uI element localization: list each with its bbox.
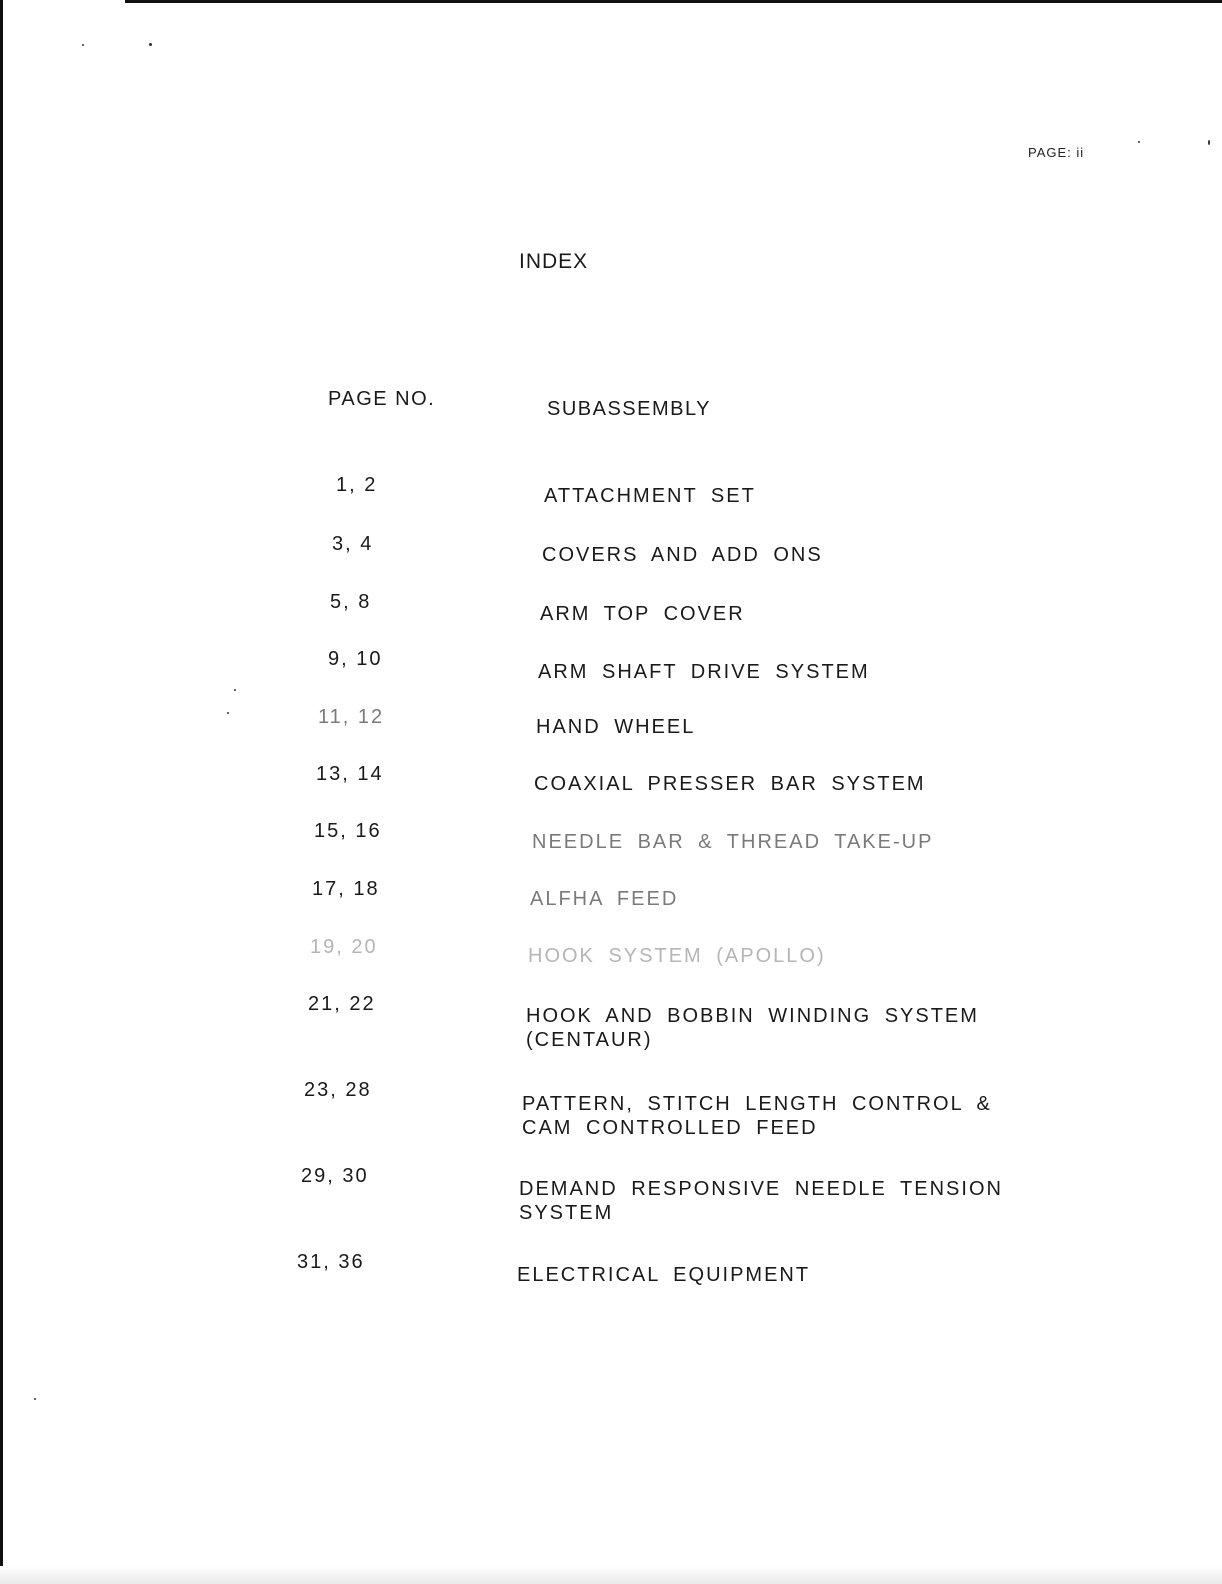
page-reference: PAGE: ii	[1028, 145, 1085, 160]
row-subassembly: ARM SHAFT DRIVE SYSTEM	[538, 661, 870, 683]
scan-speck	[227, 712, 229, 714]
row-page-numbers: 19, 20	[310, 936, 378, 958]
row-page-numbers: 31, 36	[297, 1251, 365, 1273]
scan-edge-left	[0, 0, 3, 1584]
row-page-numbers: 17, 18	[312, 878, 380, 900]
row-page-numbers: 3, 4	[332, 533, 374, 555]
scan-speck	[149, 43, 152, 46]
row-page-numbers: 11, 12	[318, 706, 385, 728]
column-header-subassembly: SUBASSEMBLY	[547, 398, 711, 420]
row-page-numbers: 13, 14	[316, 763, 384, 785]
row-subassembly: DEMAND RESPONSIVE NEEDLE TENSION SYSTEM	[519, 1178, 1003, 1224]
index-title: INDEX	[519, 250, 589, 273]
row-subassembly: HOOK SYSTEM (APOLLO)	[528, 945, 826, 967]
scan-speck	[1208, 140, 1210, 145]
row-page-numbers: 15, 16	[314, 820, 382, 842]
row-subassembly: ATTACHMENT SET	[544, 485, 756, 507]
scan-speck	[34, 1398, 36, 1400]
scan-speck	[234, 689, 236, 691]
row-subassembly: HAND WHEEL	[536, 716, 696, 738]
row-page-numbers: 29, 30	[301, 1165, 369, 1187]
row-page-numbers: 5, 8	[330, 591, 372, 613]
row-subassembly: COVERS AND ADD ONS	[542, 544, 823, 566]
scan-edge-top	[125, 0, 1222, 3]
row-page-numbers: 21, 22	[308, 993, 376, 1015]
row-subassembly: ALFHA FEED	[530, 888, 679, 910]
row-subassembly: PATTERN, STITCH LENGTH CONTROL & CAM CONTROLLED FEED	[522, 1093, 992, 1139]
row-page-numbers: 9, 10	[328, 648, 383, 670]
scan-speck	[82, 44, 84, 46]
row-page-numbers: 1, 2	[336, 474, 378, 496]
scan-speck	[1138, 141, 1140, 143]
column-header-page-no: PAGE NO.	[328, 388, 436, 410]
row-subassembly: ARM TOP COVER	[540, 603, 745, 625]
row-subassembly: COAXIAL PRESSER BAR SYSTEM	[534, 773, 926, 795]
scan-edge-bottom	[0, 1566, 1222, 1584]
row-subassembly: HOOK AND BOBBIN WINDING SYSTEM (CENTAUR)	[526, 1005, 979, 1051]
row-subassembly: NEEDLE BAR & THREAD TAKE-UP	[532, 831, 934, 853]
row-subassembly: ELECTRICAL EQUIPMENT	[517, 1264, 811, 1286]
row-page-numbers: 23, 28	[304, 1079, 372, 1101]
